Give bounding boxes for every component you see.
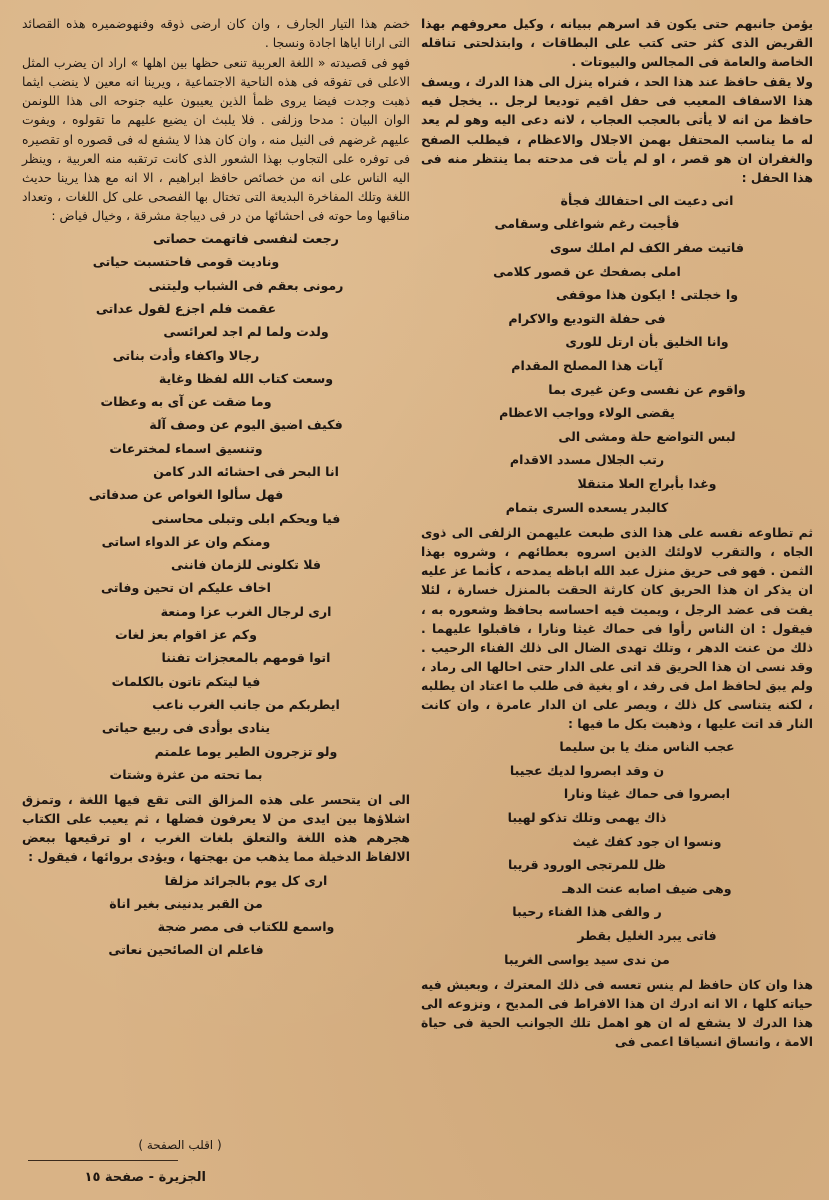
verse-line: فاتيت صفر الكف لم املك سوى — [550, 240, 744, 256]
verse-line: ومنكم وان عز الدواء اساتى — [101, 533, 271, 549]
footer-divider — [28, 1160, 178, 1161]
verse-line: لبس التواضع حلة ومشى الى — [558, 428, 736, 444]
right-column — [421, 14, 813, 1053]
verse-line: وكم عز اقوام بعز لغات — [115, 627, 257, 643]
left-column — [22, 14, 410, 966]
verse-line: وهى ضيف اصابه عنت الدهـ — [562, 880, 732, 896]
verse-line: فلا تكلونى للزمان فاننى — [170, 557, 322, 573]
left-prose-top — [22, 14, 410, 225]
verse-line: ولو تزجرون الطير يوما علمتم — [154, 743, 338, 759]
paragraph: يؤمن جانبهم حتى يكون قد اسرهم ببيانه ، وكيل معروفهم بهذا القريض الذى كثر حتى كتب على البطاقات ، وابتذلحتى تناقله الخاصة والعامة فى المجالس والبيوتات . — [421, 16, 813, 70]
verse-line: انى دعيت الى احتفالك فجأة — [560, 192, 734, 208]
verse-line: رجعت لنفسى فاتهمت حصاتى — [153, 231, 339, 247]
verse-line: ابصروا فى حماك غيثا ونارا — [563, 786, 731, 802]
verse-line: فكيف اضيق اليوم عن وصف آلة — [149, 417, 343, 433]
right-prose-end — [421, 975, 813, 1051]
verse-line: رمونى بعقم فى الشباب وليتنى — [148, 277, 344, 293]
verse-line: من ندى سيد يواسى الغريبا — [504, 951, 670, 967]
paragraph: فهو فى قصيدته « اللغة العربية تنعى حظها بين اهلها » اراد ان يضرب المثل الاعلى فى تفوقه فى هذه الناحية الاجتماعية ، ويرينا انه معين لا ينضب ايثما ذهبت وجدت فيضا يروى ظمأ الذين يعيبون عليه جنوحه الى هذا اللونمن الوان البيان : مدحا وزلفى . فلا يلبث ان يضيع عليهم ما تقولوه ، ويفوت عليهم غرضهم فى النيل منه ، وان كان هذا لا يشفع له فى قصوره او تقصيره فى توفره على التجاوب بهذا الشعور الذى كانت ترتقبه منه العربية ، وينظر اليه الناس على انه من خصائص حافظ ابراهيم ، الا انه مع هذا يرينا حديث اللغة وتلك المفاخرة البديعة التى تختال بها الفصحى على كل اللغات ، وتعداد مناقبها وما حوته فى احشائها من در فى ديباجة مشرقة ، وخيال فياض : — [22, 55, 410, 223]
verse-line: واقوم عن نفسى وعن غيرى بما — [548, 381, 746, 397]
turn-page-note: ( اقلب الصفحة ) — [138, 1138, 222, 1152]
verse-line: املى بصفحك عن قصور كلامى — [493, 263, 681, 279]
verse-line: وما ضقت عن آى به وعظات — [100, 394, 272, 410]
verse-line: انا البحر فى احشائه الدر كامن — [153, 464, 339, 479]
verse-line: فهل سألوا الغواص عن صدفاتى — [88, 487, 284, 503]
verse-line: ذاك يهمى وتلك تذكو لهيبا — [507, 809, 667, 825]
verse-line: ينادى بوأدى فى ربيع حياتى — [101, 720, 271, 736]
left-prose-mid — [22, 790, 410, 866]
verse-line: ارى لرجال الغرب عزا ومنعة — [160, 603, 332, 619]
verse-line: آيات هذا المصلح المقدام — [511, 358, 663, 373]
left-poem-2 — [22, 869, 410, 962]
verse-line: فيا ويحكم ابلى وتبلى محاسنى — [151, 510, 341, 526]
verse-line: فيا ليتكم تاتون بالكلمات — [111, 673, 261, 689]
verse-line: ظل للمرتجى الورود قريبا — [507, 857, 667, 873]
verse-line: فأجبت رغم شواغلى وسقامى — [494, 216, 680, 232]
magazine-name: الجزيرة — [158, 1170, 206, 1185]
verse-line: ارى كل يوم بالجرائد مزلقا — [164, 872, 328, 888]
verse-line: وناديت قومى فاحتسبت حياتى — [92, 254, 280, 270]
verse-line: وتنسيق اسماء لمخترعات — [109, 440, 263, 456]
paragraph: الى ان يتحسر على هذه المزالق التى تقع فيها اللغة ، وتمزق اشلاؤها بين ايدى من لا يعرفون فضلها ، ثم يعيب على الكتاب هجرهم هذه اللغة والتعلق بلغات الغرب ، او ترقيعها ببعض الالفاظ الدخيلة مما يذهب من بهجتها ، ويؤدى بروائها ، فيقول : — [22, 792, 410, 865]
verse-line: رتب الجلال مسدد الاقدام — [509, 452, 665, 468]
verse-line: يقضى الولاء وواجب الاعظام — [499, 405, 675, 421]
verse-line: ولدت ولما لم اجد لعرائسى — [163, 324, 329, 340]
right-poem-2 — [421, 735, 813, 971]
footer-separator: - — [148, 1170, 155, 1185]
verse-line: وسعت كتاب الله لفظا وغاية — [158, 370, 334, 386]
right-prose-mid — [421, 523, 813, 733]
paragraph: هذا وان كان حافظ لم ينس تعسه فى ذلك المعترك ، وبعيش فيه حياته كلها ، الا انه ادرك ان هذا الافراط فى المديح ، ونزوعه الى هذا الدرك لا يشفع له ان هو اهمل تلك الجوانب الحية فى حياة الامة ، وانساق انسياقا اعمى فى — [421, 977, 813, 1050]
verse-line: كالبدر يسعده السرى بتمام — [505, 499, 669, 515]
verse-line: ر والفى هذا الفناء رحيبا — [512, 904, 662, 920]
verse-line: عجب الناس منك يا بن سليما — [559, 739, 735, 755]
page-number: صفحة ١٥ — [84, 1170, 145, 1185]
verse-line: وا خجلتى ! ايكون هذا موقفى — [555, 287, 739, 303]
paragraph: ثم تطاوعه نفسه على هذا الذى طبعت عليهمن الزلفى الى ذوى الجاه ، والتقرب لاولئك الذين اسروه بعطائهم ، وشروه بهذا الثمن . فهو فى حريق منزل عبد الله اباظه يمدحه ، كأنما عز عليه ان يذكر ان هذا الحريق كان كارثة الحقت بالمنزل خسارة ، لئلا يفت فى عضد الرجل ، ويميت فيه احساسه بحافظ وشعوره به ، فيقول : ان الناس رأوا فى حماك غيثا ونارا ، فاقبلوا عليهما . ذلك من عنت الدهر ، وتلك تهدى الضال الى ذلك الفناء الرحيب . وقد نسى ان هذا الحريق قد اتى على الدار حتى احالها الى رماد ، ولم يبق لحافظ امل فى رفد ، او بغية فى طلب ما اعتاد ان يطلبه ، لكنه يتناسى كل ذلك ، ويصر على ان الدار عامرة ، وان كانت النار قد اتت عليها ، وذهبت بكل ما فيها : — [421, 525, 813, 732]
verse-line: من القبر يدنينى بغير اناة — [109, 895, 263, 911]
right-prose-top — [421, 14, 813, 187]
left-poem-1 — [22, 227, 410, 786]
verse-line: فى حفلة التوديع والاكرام — [508, 310, 666, 326]
verse-line: واسمع للكتاب فى مصر ضجة — [157, 919, 335, 935]
right-poem-1 — [421, 189, 813, 519]
verse-line: ن وقد ابصروا لديك عجيبا — [509, 762, 665, 778]
verse-line: فاعلم ان الصائحين نعاتى — [108, 942, 264, 958]
page-footer — [36, 1170, 206, 1185]
paragraph: ولا يقف حافظ عند هذا الحد ، فنراه ينزل الى هذا الدرك ، ويسف هذا الاسفاف المعيب فى حفل اقيم توديعا لرجل .. يخجل فيه حافظ من انه لا يأتى بالعجب العجاب ، لانه دعى اليه وهو لم يعد له ما يناسب المحتفل بهمن الاجلال والاعظام ، فيطلب الصفح والغفران ان هو قصر ، او لم يأت فى مدحته بما ينتظر منه فى هذا الحفل : — [421, 74, 813, 185]
verse-line: فاتى يبرد الغليل بقطر — [577, 927, 717, 943]
verse-line: اتوا قومهم بالمعجزات تفننا — [161, 650, 331, 666]
verse-line: بما تحته من عثرة وشتات — [109, 766, 263, 782]
verse-line: رجالا واكفاء وأدت بناتى — [112, 347, 260, 363]
verse-line: ايطربكم من جانب الغرب ناعب — [152, 696, 340, 712]
verse-line: ونسوا ان جود كفك غيث — [572, 833, 722, 849]
verse-line: عقمت فلم اجزع لقول عداتى — [95, 300, 277, 316]
verse-line: وغدا بأبراج العلا متنقلا — [577, 475, 717, 491]
verse-line: اخاف عليكم ان تحين وفاتى — [101, 580, 271, 596]
paragraph: خضم هذا التيار الجارف ، وان كان ارضى ذوقه وفنهوضميره هذه القصائد التى ارانا اياها اجادة ونسجا . — [22, 16, 410, 51]
verse-line: وانا الخليق بأن ارتل للورى — [565, 334, 729, 350]
